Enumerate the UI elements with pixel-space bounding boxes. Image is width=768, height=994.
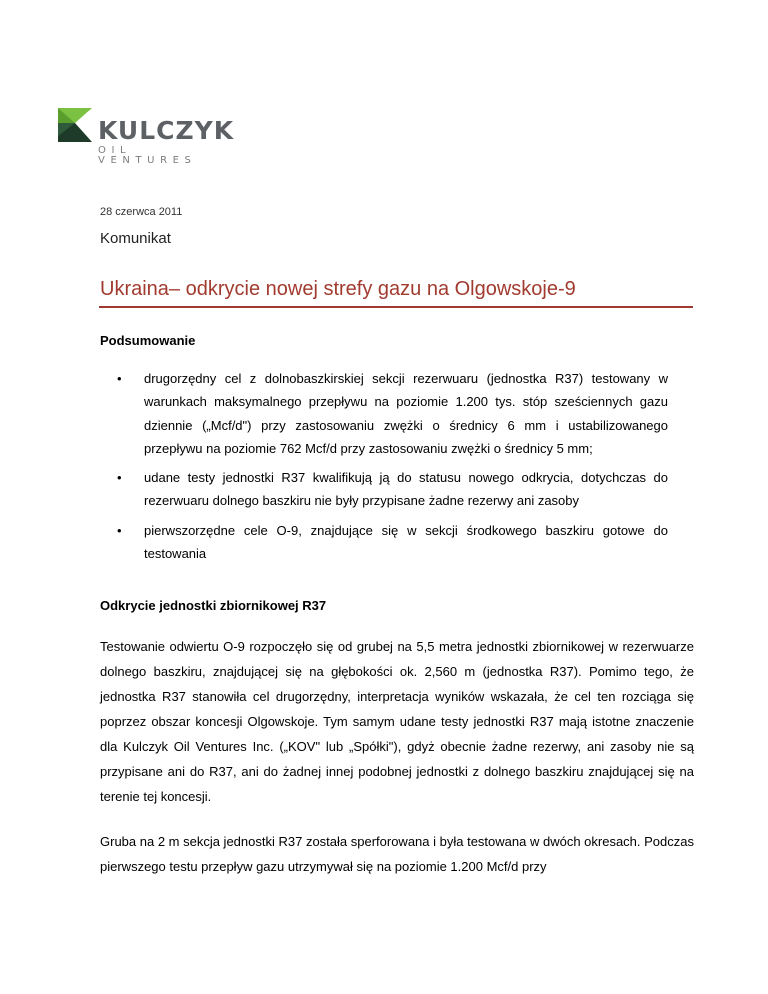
company-logo	[58, 108, 235, 166]
page-title: Ukraina– odkrycie nowej strefy gazu na Olgowskoje-9	[100, 278, 576, 300]
document-type: Komunikat	[100, 230, 171, 247]
list-item	[100, 466, 668, 513]
bullet-text: drugorzędny cel z dolnobaszkirskiej sekcji rezerwuaru (jednostka R37) testowany w warunkach maksymalnego przepływu na poziomie 1.200 tys. stóp sześciennych gazu dziennie („Mcf/d") przy zastosowaniu zwężki o średnicy 6 mm i ustabilizowanego przepływu na poziomie 762 Mcf/d przy zastosowaniu zwężki o średnicy 5 mm;	[144, 371, 668, 456]
list-item	[100, 367, 668, 460]
bullet-text: udane testy jednostki R37 kwalifikują ją do statusu nowego odkrycia, dotychczas do rezerwuaru dolnego baszkiru nie były przypisane żadne rezerwy ani zasoby	[144, 470, 668, 509]
body-paragraph: Testowanie odwiertu O-9 rozpoczęło się od grubej na 5,5 metra jednostki zbiornikowej w rezerwuarze dolnego baszkiru, znajdującej się na głębokości ok. 2,560 m (jednostka R37). Pomimo tego, że jednostka R37 stanowiła cel drugorzędny, interpretacja wyników wskazała, że cel ten rozciąga się poprzez obszar koncesji Olgowskoje. Tym samym udane testy jednostki R37 mają istotne znaczenie dla Kulczyk Oil Ventures Inc. („KOV" lub „Spółki"), gdyż obecnie żadne rezerwy, ani zasoby nie są przypisane ani do R37, ani do żadnej innej podobnej jednostki z dolnego baszkiru znajdującej się na terenie tej koncesji.	[100, 639, 694, 804]
body-paragraph: Gruba na 2 m sekcja jednostki R37 została sperforowana i była testowana w dwóch okresach. Podczas pierwszego testu przepływ gazu utrzymywał się na poziomie 1.200 Mcf/d przy	[100, 834, 694, 874]
logo-subtitle: OIL VENTURES	[98, 145, 197, 166]
bullet-icon: •	[117, 371, 122, 386]
title-divider	[99, 306, 693, 308]
kulczyk-logo-mark-icon	[58, 108, 94, 144]
publication-date: 28 czerwca 2011	[100, 206, 183, 218]
bullet-text: pierwszorzędne cele O-9, znajdujące się w sekcji środkowego baszkiru gotowe do testowania	[144, 522, 668, 562]
discovery-heading: Odkrycie jednostki zbiornikowej R37	[100, 598, 327, 613]
list-item	[100, 519, 668, 566]
summary-heading: Podsumowanie	[100, 333, 196, 348]
summary-list	[100, 367, 668, 571]
logo-wordmark: KULCZYK	[98, 116, 235, 145]
bullet-icon: •	[117, 470, 122, 486]
bullet-icon: •	[117, 522, 122, 538]
